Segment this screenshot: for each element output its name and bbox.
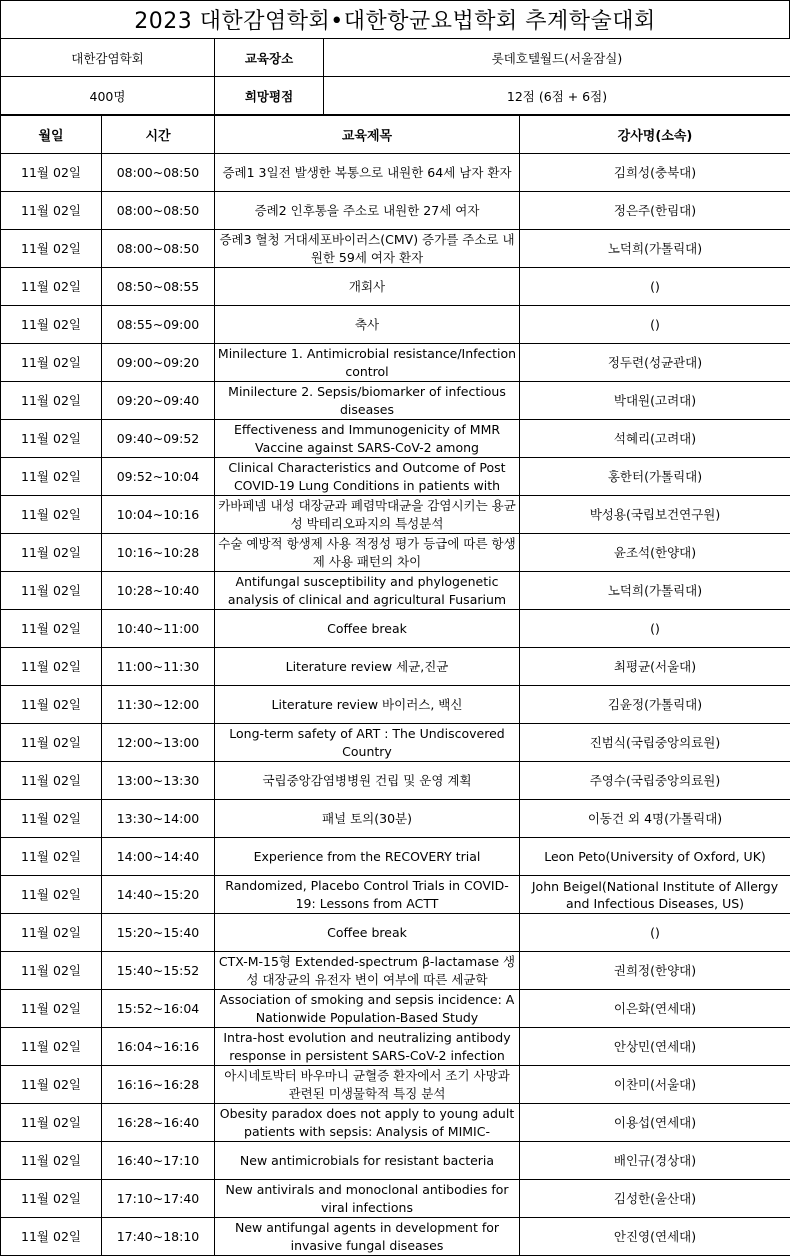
time-cell <box>102 952 215 990</box>
time-cell <box>102 534 215 572</box>
time-cell-text: 11:30~12:00 <box>116 697 200 712</box>
topic-cell <box>215 800 520 838</box>
date-cell <box>1 762 102 800</box>
time-cell <box>102 268 215 306</box>
date-cell-text: 11월 02일 <box>21 773 81 788</box>
date-cell <box>1 838 102 876</box>
topic-cell-text: New antimicrobials for resistant bacteria <box>239 1152 495 1168</box>
date-cell-text: 11월 02일 <box>21 469 81 484</box>
topic-cell <box>215 990 520 1028</box>
speaker-cell-text: () <box>650 317 660 332</box>
speaker-cell <box>520 914 790 952</box>
speaker-cell-text: 윤조석(한양대) <box>613 545 697 560</box>
topic-cell <box>215 1218 520 1256</box>
topic-cell <box>215 496 520 534</box>
speaker-cell-text: John Beigel(National Institute of Allergy and Infectious Diseases, US) <box>531 878 779 911</box>
time-cell-text: 15:20~15:40 <box>116 925 200 940</box>
date-cell <box>1 876 102 914</box>
date-cell-text: 11월 02일 <box>21 621 81 636</box>
speaker-cell <box>520 876 790 914</box>
date-cell-text: 11월 02일 <box>21 203 81 218</box>
date-cell-text: 11월 02일 <box>21 393 81 408</box>
topic-cell-text: Experience from the RECOVERY trial <box>253 848 481 864</box>
speaker-cell-text: 홍한터(가톨릭대) <box>607 469 703 484</box>
time-cell <box>102 344 215 382</box>
time-cell <box>102 1104 215 1142</box>
table-row <box>1 496 790 534</box>
time-cell-text: 11:00~11:30 <box>116 659 200 674</box>
time-cell <box>102 724 215 762</box>
time-cell-text: 10:28~10:40 <box>116 583 200 598</box>
topic-cell <box>215 230 520 268</box>
speaker-cell-text: 정두련(성균관대) <box>607 355 703 370</box>
speaker-cell <box>520 648 790 686</box>
topic-cell <box>215 1066 520 1104</box>
date-cell <box>1 1180 102 1218</box>
date-cell-text: 11월 02일 <box>21 1191 81 1206</box>
time-cell-text: 16:28~16:40 <box>116 1115 200 1130</box>
speaker-cell-text: 박대원(고려대) <box>613 393 697 408</box>
table-row <box>1 306 790 344</box>
info-row-venue <box>1 39 790 77</box>
speaker-cell-text: 김성한(울산대) <box>613 1191 697 1206</box>
date-cell-text: 11월 02일 <box>21 925 81 940</box>
info-table <box>0 38 790 115</box>
speaker-cell <box>520 724 790 762</box>
header-speaker: 강사명(소속) <box>520 116 790 154</box>
topic-cell-text: Effectiveness and Immunogenicity of MMR Vaccine against SARS-CoV-2 among <box>233 421 501 455</box>
time-cell-text: 10:16~10:28 <box>116 545 200 560</box>
table-row <box>1 876 790 914</box>
time-cell-text: 12:00~13:00 <box>116 735 200 750</box>
time-cell-text: 16:16~16:28 <box>116 1077 200 1092</box>
topic-cell-text: 증례2 인후통을 주소로 내원한 27세 여자 <box>254 202 480 218</box>
date-cell-text: 11월 02일 <box>21 545 81 560</box>
time-cell <box>102 192 215 230</box>
time-cell-text: 08:00~08:50 <box>116 241 200 256</box>
date-cell-text: 11월 02일 <box>21 1153 81 1168</box>
date-cell <box>1 686 102 724</box>
date-cell-text: 11월 02일 <box>21 811 81 826</box>
venue-value: 롯데호텔월드(서울잠실) <box>324 39 790 77</box>
speaker-cell <box>520 268 790 306</box>
date-cell-text: 11월 02일 <box>21 849 81 864</box>
speaker-cell <box>520 838 790 876</box>
time-cell <box>102 306 215 344</box>
date-cell <box>1 154 102 192</box>
table-row <box>1 268 790 306</box>
topic-cell <box>215 534 520 572</box>
time-cell <box>102 800 215 838</box>
table-row <box>1 154 790 192</box>
time-cell-text: 09:20~09:40 <box>116 393 200 408</box>
speaker-cell-text: 진범식(국립중앙의료원) <box>589 735 721 750</box>
speaker-cell-text: 이은화(연세대) <box>613 1001 697 1016</box>
credit-value: 12점 (6점 + 6점) <box>324 77 790 115</box>
speaker-cell-text: 노덕희(가톨릭대) <box>607 241 703 256</box>
topic-cell-text: 축사 <box>354 316 380 332</box>
table-row <box>1 800 790 838</box>
time-cell <box>102 458 215 496</box>
time-cell <box>102 1142 215 1180</box>
speaker-cell <box>520 1104 790 1142</box>
time-cell <box>102 420 215 458</box>
speaker-cell <box>520 800 790 838</box>
topic-cell <box>215 914 520 952</box>
topic-cell-text: Coffee break <box>327 924 407 940</box>
time-cell <box>102 648 215 686</box>
time-cell <box>102 1066 215 1104</box>
table-row <box>1 420 790 458</box>
date-cell <box>1 724 102 762</box>
date-cell <box>1 1142 102 1180</box>
topic-cell <box>215 572 520 610</box>
date-cell <box>1 306 102 344</box>
time-cell-text: 13:30~14:00 <box>116 811 200 826</box>
topic-cell-text: 수술 예방적 항생제 사용 적정성 평가 등급에 따른 항생제 사용 패턴의 차이 <box>218 535 516 569</box>
topic-cell-text: Literature review 바이러스, 백신 <box>271 696 463 712</box>
table-row <box>1 724 790 762</box>
speaker-cell-text: 안상민(연세대) <box>613 1039 697 1054</box>
date-cell-text: 11월 02일 <box>21 887 81 902</box>
speaker-cell-text: 김희성(충북대) <box>613 165 697 180</box>
speaker-cell-text: 주영수(국립중앙의료원) <box>589 773 721 788</box>
topic-cell-text: 개회사 <box>348 278 386 294</box>
speaker-cell <box>520 344 790 382</box>
topic-cell-text: Intra-host evolution and neutralizing antibody response in persistent SARS-CoV-2 infection <box>223 1029 511 1063</box>
speaker-cell <box>520 496 790 534</box>
topic-cell-text: Obesity paradox does not apply to young adult patients with sepsis: Analysis of MIMIC- <box>219 1105 515 1139</box>
topic-cell <box>215 1142 520 1180</box>
topic-cell <box>215 458 520 496</box>
time-cell <box>102 914 215 952</box>
date-cell-text: 11월 02일 <box>21 1229 81 1244</box>
time-cell <box>102 876 215 914</box>
date-cell <box>1 610 102 648</box>
table-row <box>1 1218 790 1256</box>
time-cell-text: 17:40~18:10 <box>116 1229 200 1244</box>
speaker-cell-text: () <box>650 279 660 294</box>
date-cell-text: 11월 02일 <box>21 241 81 256</box>
schedule-header-row <box>1 116 790 154</box>
speaker-cell-text: 이용섭(연세대) <box>613 1115 697 1130</box>
speaker-cell <box>520 952 790 990</box>
date-cell-text: 11월 02일 <box>21 279 81 294</box>
speaker-cell-text: 박성용(국립보건연구원) <box>589 507 721 522</box>
date-cell <box>1 572 102 610</box>
speaker-cell <box>520 192 790 230</box>
speaker-cell-text: 안진영(연세대) <box>613 1229 697 1244</box>
speaker-cell-text: 권희정(한양대) <box>613 963 697 978</box>
credit-label: 희망평점 <box>215 77 324 115</box>
speaker-cell <box>520 230 790 268</box>
speaker-cell <box>520 534 790 572</box>
time-cell-text: 16:04~16:16 <box>116 1039 200 1054</box>
topic-cell-text: 증례1 3일전 발생한 복통으로 내원한 64세 남자 환자 <box>222 164 512 180</box>
speaker-cell-text: 이동건 외 4명(가톨릭대) <box>587 811 723 826</box>
speaker-cell-text: 이찬미(서울대) <box>613 1077 697 1092</box>
topic-cell-text: 패널 토의(30분) <box>321 810 412 826</box>
topic-cell-text: Clinical Characteristics and Outcome of Post COVID-19 Lung Conditions in patients with <box>228 459 506 493</box>
speaker-cell <box>520 686 790 724</box>
speaker-cell <box>520 990 790 1028</box>
date-cell-text: 11월 02일 <box>21 1115 81 1130</box>
speaker-cell-text: 석혜리(고려대) <box>613 431 697 446</box>
time-cell <box>102 496 215 534</box>
topic-cell <box>215 344 520 382</box>
time-cell <box>102 1180 215 1218</box>
topic-cell-text: 증례3 혈청 거대세포바이러스(CMV) 증가를 주소로 내원한 59세 여자 환자 <box>219 231 515 265</box>
time-cell <box>102 154 215 192</box>
table-row <box>1 1066 790 1104</box>
topic-cell-text: Long-term safety of ART : The Undiscovered Country <box>229 725 505 759</box>
speaker-cell-text: Leon Peto(University of Oxford, UK) <box>544 849 766 864</box>
speaker-cell <box>520 1180 790 1218</box>
time-cell-text: 08:50~08:55 <box>116 279 200 294</box>
topic-cell <box>215 1028 520 1066</box>
speaker-cell <box>520 306 790 344</box>
date-cell-text: 11월 02일 <box>21 317 81 332</box>
date-cell <box>1 914 102 952</box>
date-cell <box>1 1104 102 1142</box>
date-cell <box>1 952 102 990</box>
speaker-cell <box>520 382 790 420</box>
time-cell-text: 09:40~09:52 <box>116 431 200 446</box>
header-topic: 교육제목 <box>215 116 520 154</box>
topic-cell <box>215 1104 520 1142</box>
date-cell-text: 11월 02일 <box>21 355 81 370</box>
venue-label: 교육장소 <box>215 39 324 77</box>
time-cell-text: 16:40~17:10 <box>116 1153 200 1168</box>
table-row <box>1 610 790 648</box>
topic-cell <box>215 382 520 420</box>
speaker-cell-text: 정은주(한림대) <box>613 203 697 218</box>
time-cell <box>102 382 215 420</box>
time-cell-text: 09:00~09:20 <box>116 355 200 370</box>
table-row <box>1 914 790 952</box>
topic-cell-text: Association of smoking and sepsis incidence: A Nationwide Population-Based Study <box>219 991 515 1025</box>
time-cell-text: 13:00~13:30 <box>116 773 200 788</box>
date-cell <box>1 420 102 458</box>
speaker-cell <box>520 1218 790 1256</box>
table-row <box>1 344 790 382</box>
speaker-cell <box>520 762 790 800</box>
topic-cell <box>215 420 520 458</box>
date-cell <box>1 1218 102 1256</box>
table-row <box>1 572 790 610</box>
date-cell-text: 11월 02일 <box>21 165 81 180</box>
topic-cell <box>215 268 520 306</box>
table-row <box>1 648 790 686</box>
date-cell <box>1 1028 102 1066</box>
date-cell <box>1 1066 102 1104</box>
topic-cell <box>215 154 520 192</box>
topic-cell <box>215 838 520 876</box>
speaker-cell-text: 배인규(경상대) <box>613 1153 697 1168</box>
time-cell-text: 15:40~15:52 <box>116 963 200 978</box>
header-time: 시간 <box>102 116 215 154</box>
table-row <box>1 952 790 990</box>
time-cell-text: 15:52~16:04 <box>116 1001 200 1016</box>
topic-cell-text: 국립중앙감염병병원 건립 및 운영 계획 <box>262 772 472 788</box>
speaker-cell <box>520 154 790 192</box>
page-title: 2023 대한감염학회•대한항균요법학회 추계학술대회 <box>0 0 790 38</box>
topic-cell <box>215 192 520 230</box>
time-cell-text: 10:04~10:16 <box>116 507 200 522</box>
date-cell-text: 11월 02일 <box>21 963 81 978</box>
time-cell-text: 09:52~10:04 <box>116 469 200 484</box>
topic-cell-text: 아시네토박터 바우마니 균혈증 환자에서 조기 사망과 관련된 미생물학적 특징 분석 <box>224 1067 510 1101</box>
date-cell <box>1 458 102 496</box>
speaker-cell <box>520 1142 790 1180</box>
topic-cell-text: Antifungal susceptibility and phylogenetic analysis of clinical and agricultural Fusarium <box>227 573 507 607</box>
speaker-cell <box>520 458 790 496</box>
organizer-value: 대한감염학회 <box>1 39 215 77</box>
date-cell <box>1 382 102 420</box>
time-cell <box>102 1028 215 1066</box>
speaker-cell-text: 최평균(서울대) <box>613 659 697 674</box>
time-cell <box>102 990 215 1028</box>
date-cell-text: 11월 02일 <box>21 1001 81 1016</box>
topic-cell <box>215 306 520 344</box>
speaker-cell <box>520 1028 790 1066</box>
date-cell-text: 11월 02일 <box>21 659 81 674</box>
time-cell <box>102 230 215 268</box>
time-cell-text: 17:10~17:40 <box>116 1191 200 1206</box>
table-row <box>1 838 790 876</box>
topic-cell <box>215 876 520 914</box>
time-cell-text: 08:00~08:50 <box>116 203 200 218</box>
table-row <box>1 192 790 230</box>
table-row <box>1 1180 790 1218</box>
topic-cell <box>215 1180 520 1218</box>
schedule-body <box>1 154 790 1256</box>
date-cell <box>1 648 102 686</box>
speaker-cell <box>520 1066 790 1104</box>
table-row <box>1 762 790 800</box>
speaker-cell-text: 노덕희(가톨릭대) <box>607 583 703 598</box>
time-cell-text: 08:00~08:50 <box>116 165 200 180</box>
topic-cell-text: Minilecture 1. Antimicrobial resistance/Infection control <box>217 345 517 379</box>
time-cell-text: 14:00~14:40 <box>116 849 200 864</box>
speaker-cell <box>520 610 790 648</box>
table-row <box>1 1142 790 1180</box>
date-cell <box>1 800 102 838</box>
topic-cell-text: CTX-M-15형 Extended-spectrum β-lactamase 생성 대장균의 유전자 변이 여부에 따른 세균학 <box>218 953 516 987</box>
table-row <box>1 382 790 420</box>
date-cell <box>1 534 102 572</box>
date-cell-text: 11월 02일 <box>21 583 81 598</box>
date-cell-text: 11월 02일 <box>21 697 81 712</box>
time-cell <box>102 686 215 724</box>
attendees-value: 400명 <box>1 77 215 115</box>
date-cell-text: 11월 02일 <box>21 431 81 446</box>
time-cell <box>102 610 215 648</box>
topic-cell-text: Randomized, Placebo Control Trials in COVID-19: Lessons from ACTT <box>225 877 509 911</box>
topic-cell <box>215 610 520 648</box>
topic-cell <box>215 952 520 990</box>
schedule-table <box>0 115 790 1256</box>
topic-cell <box>215 686 520 724</box>
time-cell <box>102 838 215 876</box>
info-row-credits <box>1 77 790 115</box>
date-cell-text: 11월 02일 <box>21 1077 81 1092</box>
speaker-cell-text: 김윤정(가톨릭대) <box>607 697 703 712</box>
date-cell-text: 11월 02일 <box>21 1039 81 1054</box>
table-row <box>1 1104 790 1142</box>
date-cell <box>1 496 102 534</box>
date-cell <box>1 192 102 230</box>
date-cell <box>1 344 102 382</box>
speaker-cell <box>520 420 790 458</box>
topic-cell-text: Literature review 세균,진균 <box>285 658 449 674</box>
header-date: 월일 <box>1 116 102 154</box>
time-cell <box>102 762 215 800</box>
time-cell-text: 10:40~11:00 <box>116 621 200 636</box>
speaker-cell-text: () <box>650 925 660 940</box>
speaker-cell <box>520 572 790 610</box>
speaker-cell-text: () <box>650 621 660 636</box>
topic-cell <box>215 724 520 762</box>
time-cell <box>102 572 215 610</box>
topic-cell-text: New antifungal agents in development for invasive fungal diseases <box>234 1219 500 1253</box>
table-row <box>1 534 790 572</box>
table-row <box>1 686 790 724</box>
date-cell <box>1 268 102 306</box>
date-cell-text: 11월 02일 <box>21 507 81 522</box>
date-cell-text: 11월 02일 <box>21 735 81 750</box>
topic-cell <box>215 762 520 800</box>
date-cell <box>1 990 102 1028</box>
table-row <box>1 458 790 496</box>
time-cell-text: 14:40~15:20 <box>116 887 200 902</box>
topic-cell-text: Minilecture 2. Sepsis/biomarker of infectious diseases <box>228 383 506 417</box>
topic-cell-text: 카바페넴 내성 대장균과 폐렴막대균을 감염시키는 용균성 박테리오파지의 특성분석 <box>218 497 516 531</box>
table-row <box>1 230 790 268</box>
time-cell <box>102 1218 215 1256</box>
date-cell <box>1 230 102 268</box>
table-row <box>1 1028 790 1066</box>
topic-cell-text: Coffee break <box>327 620 407 636</box>
topic-cell-text: New antivirals and monoclonal antibodies for viral infections <box>225 1181 509 1215</box>
time-cell-text: 08:55~09:00 <box>116 317 200 332</box>
table-row <box>1 990 790 1028</box>
topic-cell <box>215 648 520 686</box>
